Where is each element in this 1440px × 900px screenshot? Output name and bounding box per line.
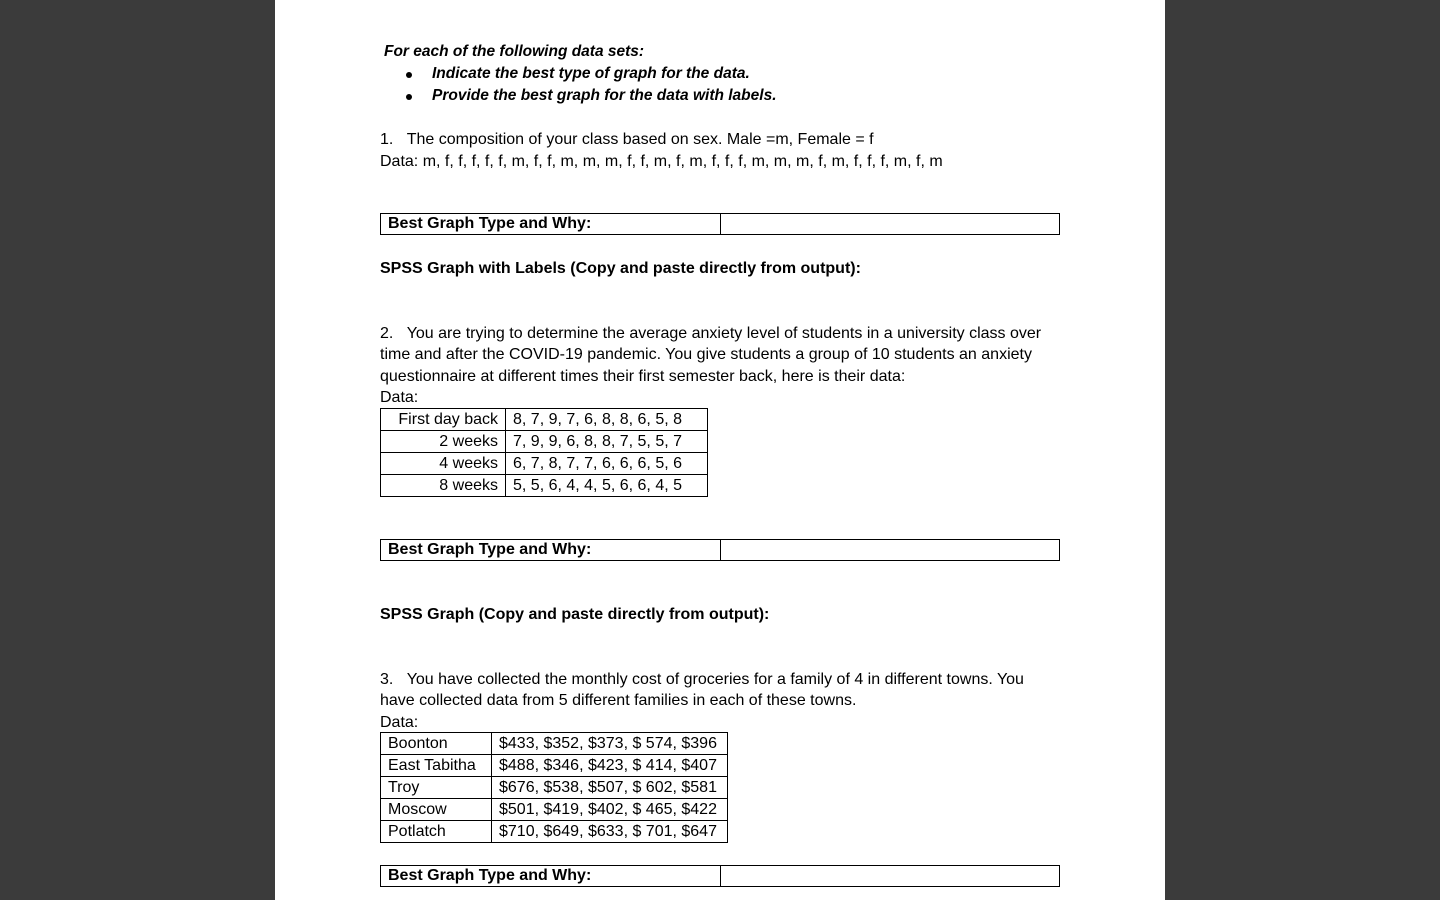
instruction-bullet: Indicate the best type of graph for the data. <box>432 65 750 83</box>
q2-time-cell: 4 weeks <box>381 453 506 475</box>
q1-data: Data: m, f, f, f, f, f, m, f, f, m, m, m, f, f, m, f, m, f, f, f, m, m, m, f, m, f, f, f, m, f, m <box>380 153 943 170</box>
q3-values-cell: $488, $346, $423, $ 414, $407 <box>492 755 728 777</box>
q3-data-label: Data: <box>380 714 419 731</box>
q3-town-cell: Troy <box>381 777 492 799</box>
q2-best-graph-label: Best Graph Type and Why: <box>381 540 721 560</box>
q2-values-cell: 8, 7, 9, 7, 6, 8, 8, 6, 5, 8 <box>506 409 708 431</box>
q2-prompt-line: time and after the COVID-19 pandemic. You give students a group of 10 students an anxiety <box>380 346 1032 363</box>
q2-time-cell: 8 weeks <box>381 475 506 497</box>
q1-best-graph-input[interactable] <box>721 214 1059 234</box>
q2-spss-label: SPSS Graph (Copy and paste directly from output): <box>380 606 770 623</box>
q1-best-graph-label: Best Graph Type and Why: <box>381 214 721 234</box>
q2-number: 2. <box>380 325 394 342</box>
q2-prompt-line: 2. You are trying to determine the average anxiety level of students in a university class over <box>380 325 1042 342</box>
bullet-icon <box>406 72 412 78</box>
q2-values-cell: 5, 5, 6, 4, 4, 5, 6, 6, 4, 5 <box>506 475 708 497</box>
q2-best-graph-box <box>380 539 1060 561</box>
q3-values-cell: $433, $352, $373, $ 574, $396 <box>492 733 728 755</box>
q2-values-cell: 7, 9, 9, 6, 8, 8, 7, 5, 5, 7 <box>506 431 708 453</box>
q3-number: 3. <box>380 671 394 688</box>
table-row <box>381 409 708 431</box>
instruction-bullet: Provide the best graph for the data with labels. <box>432 87 777 105</box>
q3-best-graph-label: Best Graph Type and Why: <box>381 866 721 886</box>
table-row <box>381 821 728 843</box>
q1-prompt: 1. The composition of your class based on sex. Male =m, Female = f <box>380 131 874 148</box>
table-row <box>381 799 728 821</box>
q2-data-table <box>380 408 708 497</box>
q3-best-graph-input[interactable] <box>721 866 1059 886</box>
q3-best-graph-box <box>380 865 1060 887</box>
table-row <box>381 777 728 799</box>
bullet-icon <box>406 94 412 100</box>
q2-time-cell: First day back <box>381 409 506 431</box>
table-row <box>381 755 728 777</box>
q3-prompt-line: 3. You have collected the monthly cost of groceries for a family of 4 in different towns. You <box>380 671 1024 688</box>
table-row <box>381 475 708 497</box>
q2-values-cell: 6, 7, 8, 7, 7, 6, 6, 6, 5, 6 <box>506 453 708 475</box>
q3-town-cell: Potlatch <box>381 821 492 843</box>
table-row <box>381 733 728 755</box>
q3-town-cell: Boonton <box>381 733 492 755</box>
q1-best-graph-box <box>380 213 1060 235</box>
table-row <box>381 431 708 453</box>
q3-town-cell: East Tabitha <box>381 755 492 777</box>
q2-time-cell: 2 weeks <box>381 431 506 453</box>
table-row <box>381 453 708 475</box>
q2-data-label: Data: <box>380 389 419 406</box>
q2-best-graph-input[interactable] <box>721 540 1059 560</box>
q3-prompt-line: have collected data from 5 different families in each of these towns. <box>380 692 857 709</box>
q3-values-cell: $501, $419, $402, $ 465, $422 <box>492 799 728 821</box>
q1-spss-label: SPSS Graph with Labels (Copy and paste directly from output): <box>380 260 861 277</box>
q3-values-cell: $676, $538, $507, $ 602, $581 <box>492 777 728 799</box>
q3-values-cell: $710, $649, $633, $ 701, $647 <box>492 821 728 843</box>
instructions-heading: For each of the following data sets: <box>384 43 645 60</box>
q3-town-cell: Moscow <box>381 799 492 821</box>
q1-number: 1. <box>380 131 394 148</box>
q3-data-table <box>380 732 728 843</box>
q2-prompt-line: questionnaire at different times their first semester back, here is their data: <box>380 368 906 385</box>
document-page <box>275 0 1165 900</box>
